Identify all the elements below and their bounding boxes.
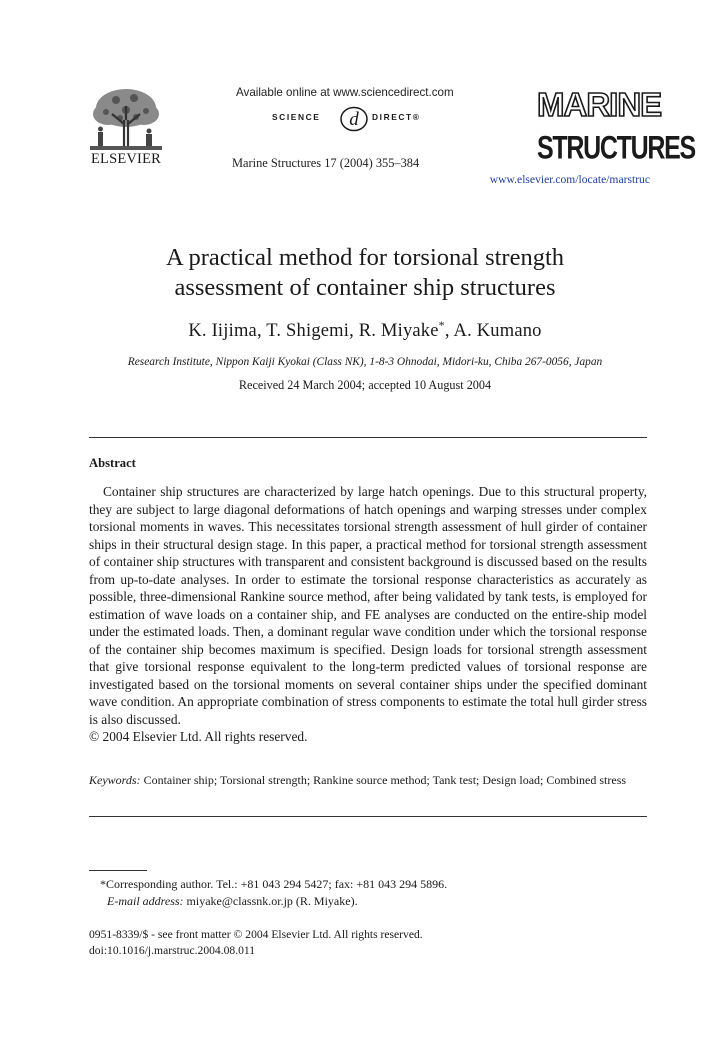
logo-marine-word: MARINE: [537, 86, 662, 123]
marine-structures-logo: [537, 86, 695, 167]
available-online-text[interactable]: Available online at www.sciencedirect.com: [236, 86, 454, 99]
abstract-top-rule: [89, 437, 647, 438]
title-line-2: assessment of container ship structures: [174, 274, 556, 301]
received-dates: Received 24 March 2004; accepted 10 August 2004: [238, 378, 492, 392]
abstract-body: [89, 483, 647, 746]
email-address[interactable]: miyake@classnk.or.jp (R. Miyake).: [186, 894, 358, 908]
abstract-text: Container ship structures are characterized by large hatch openings. Due to this structural property, they are subject to large diagonal deformations of hatch openings and warping stresses under complex torsional moments in waves. This necessitates torsional strength assessment of hull girder of container ships in their structural design stage. In this paper, a practical method for torsional strength assessment of container ship structures with transparent and consistent background is discussed based on the results from up-to-date analyses. In order to estimate the torsional response characteristics as accurately as possible, three-dimensional Rankine source method, after being validated by tank tests, is employed for estimation of wave loads on a container ship, and FE analyses are conducted on the entire-ship model under the estimated loads. Then, a dominant regular wave condition under which the torsional response of the container ship becomes maximum is specified. Design loads for torsional strength assessment that give torsional response equivalent to the long-term predicted values of torsional response are investigated based on the torsional moments on several container ships under the specified dominant wave condition. An appropriate combination of stress components to estimate the total hull girder stress is also discussed.: [89, 484, 647, 727]
sciencedirect-logo: [272, 106, 452, 132]
authors-last: , A. Kumano: [444, 321, 542, 342]
keywords-list: Container ship; Torsional strength; Rankine source method; Tank test; Design load; Combined stress: [143, 773, 627, 787]
sciencedirect-d-letter: d: [349, 109, 359, 130]
abstract-bottom-rule: [89, 816, 647, 817]
authors-first: K. Iijima, T. Shigemi, R. Miyake: [188, 321, 439, 342]
issn-copyright-line: 0951-8339/$ - see front matter © 2004 Elsevier Ltd. All rights reserved.: [89, 928, 423, 941]
keywords-block: [89, 772, 647, 789]
journal-reference: Marine Structures 17 (2004) 355–384: [232, 156, 420, 170]
logo-structures-word: STRUCTURES: [537, 129, 695, 167]
journal-url-link[interactable]: www.elsevier.com/locate/marstruc: [489, 173, 650, 186]
email-label: E-mail address:: [107, 894, 184, 908]
publisher-name: ELSEVIER: [90, 151, 162, 167]
title-line-1: A practical method for torsional strength: [165, 244, 565, 271]
abstract-heading: Abstract: [89, 456, 136, 470]
abstract-copyright: © 2004 Elsevier Ltd. All rights reserved.: [89, 729, 308, 744]
email-footnote: [107, 894, 647, 909]
author-list: [80, 318, 650, 342]
footnote-rule: [89, 870, 147, 871]
sciencedirect-left-word: SCIENCE: [272, 112, 321, 122]
sciencedirect-d-icon: [339, 106, 369, 132]
author-affiliation: Research Institute, Nippon Kaiji Kyokai (Class NK), 1-8-3 Ohnodai, Midori-ku, Chiba 267-0056, Japan: [127, 356, 603, 368]
keywords-label: Keywords:: [89, 773, 141, 787]
corresponding-author-mark[interactable]: *: [438, 318, 445, 332]
article-title: [80, 243, 650, 303]
sciencedirect-right-word: DIRECT®: [372, 112, 421, 122]
doi-line[interactable]: doi:10.1016/j.marstruc.2004.08.011: [89, 944, 256, 957]
corresponding-author-footnote: *Corresponding author. Tel.: +81 043 294 5427; fax: +81 043 294 5896.: [100, 877, 448, 891]
